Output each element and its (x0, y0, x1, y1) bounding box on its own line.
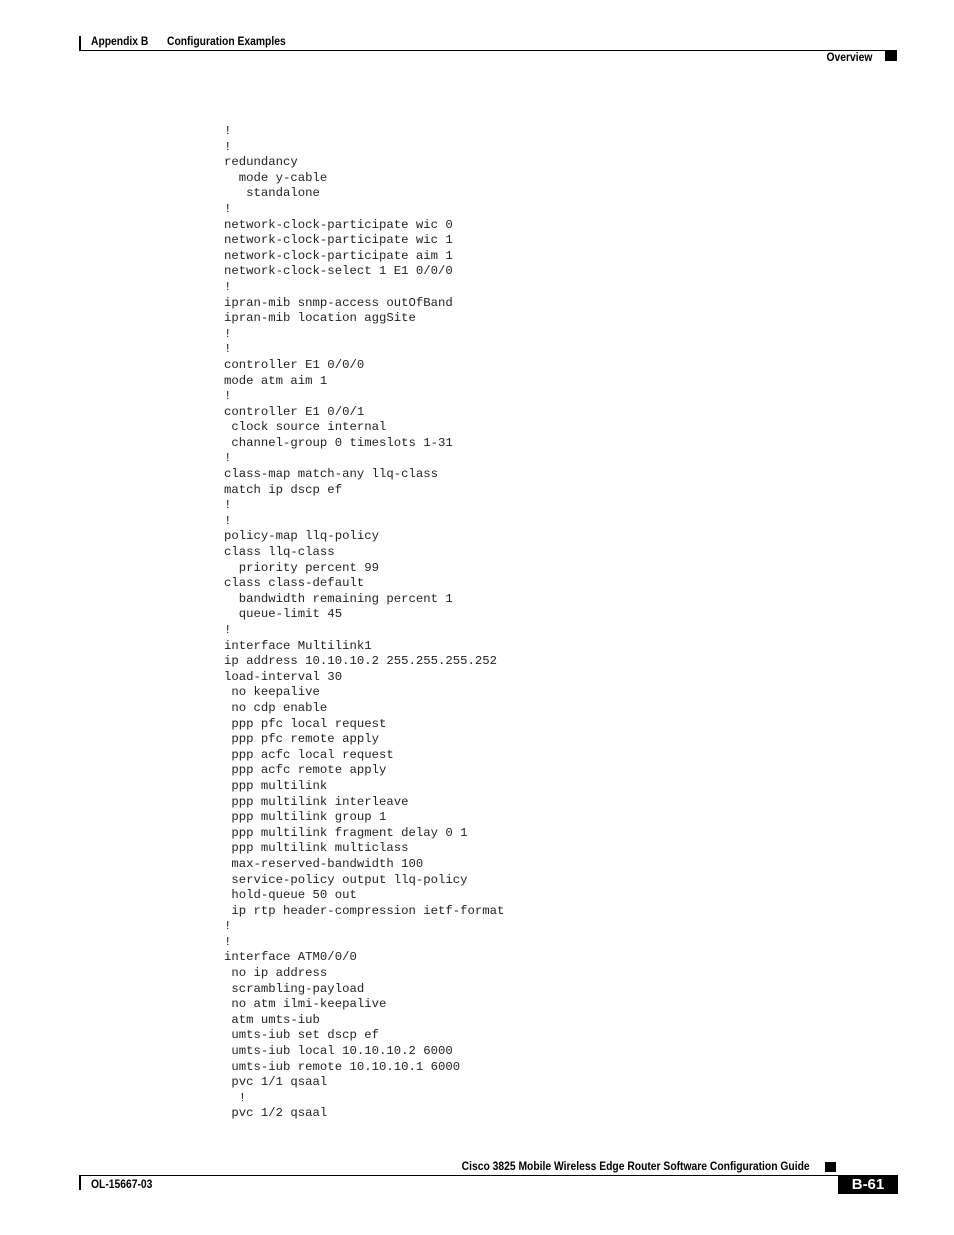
code-line: priority percent 99 (224, 560, 379, 575)
code-line: ppp acfc remote apply (224, 763, 387, 778)
code-line: scrambling-payload (224, 981, 365, 996)
code-line: interface Multilink1 (224, 638, 372, 653)
code-line: no cdp enable (224, 700, 328, 715)
code-line: ! (224, 139, 232, 154)
code-line: umts-iub remote 10.10.10.1 6000 (224, 1059, 461, 1074)
code-line: class-map match-any llq-class (224, 467, 439, 482)
code-line: queue-limit 45 (224, 607, 343, 622)
header-section-title: Overview (826, 50, 872, 64)
code-line: class class-default (224, 576, 365, 591)
code-line: ppp multilink group 1 (224, 810, 387, 825)
code-line: ppp multilink interleave (224, 794, 409, 809)
header-left-bar (79, 36, 81, 51)
code-line: network-clock-participate aim 1 (224, 248, 453, 263)
code-line: ! (224, 389, 232, 404)
footer-doc-number: OL-15667-03 (91, 1177, 153, 1191)
footer-rule (79, 1175, 897, 1176)
code-line: network-clock-participate wic 0 (224, 217, 453, 232)
code-line: ppp multilink (224, 778, 328, 793)
code-line: umts-iub set dscp ef (224, 1028, 379, 1043)
footer-square-marker (825, 1162, 836, 1172)
code-line: bandwidth remaining percent 1 (224, 591, 453, 606)
code-line: pvc 1/1 qsaal (224, 1075, 328, 1090)
header-appendix-label: Appendix B (91, 34, 149, 48)
code-line: no atm ilmi-keepalive (224, 997, 387, 1012)
code-line: ! (224, 279, 232, 294)
code-line: mode atm aim 1 (224, 373, 328, 388)
code-line: class llq-class (224, 545, 335, 560)
code-line: ! (224, 919, 232, 934)
code-line: no keepalive (224, 685, 320, 700)
code-line: ! (224, 451, 232, 466)
code-line: ppp pfc local request (224, 716, 387, 731)
code-line: interface ATM0/0/0 (224, 950, 357, 965)
code-line: load-interval 30 (224, 669, 343, 684)
code-line: clock source internal (224, 420, 387, 435)
code-line: controller E1 0/0/0 (224, 357, 365, 372)
code-line: ! (224, 623, 232, 637)
code-line: policy-map llq-policy (224, 529, 379, 544)
code-line: network-clock-select 1 E1 0/0/0 (224, 264, 453, 279)
code-line: ! (224, 342, 232, 357)
code-line: ip rtp header-compression ietf-format (224, 903, 505, 918)
header-square-marker (885, 51, 897, 61)
code-line: pvc 1/2 qsaal (224, 1106, 328, 1121)
code-line: ! (224, 934, 232, 949)
code-line: ! (224, 513, 232, 528)
code-line: ! (224, 326, 232, 341)
code-line: max-reserved-bandwidth 100 (224, 856, 424, 871)
code-line: ipran-mib snmp-access outOfBand (224, 295, 453, 310)
code-line: ipran-mib location aggSite (224, 311, 416, 326)
code-line: ! (224, 201, 232, 216)
footer-guide-title: Cisco 3825 Mobile Wireless Edge Router Software Configuration Guide (462, 1159, 810, 1173)
code-line: ! (224, 1090, 247, 1105)
code-line: match ip dscp ef (224, 482, 343, 497)
footer-page-number: B-61 (838, 1175, 898, 1194)
footer-left-bar (79, 1175, 81, 1190)
header-chapter-title: Configuration Examples (167, 34, 286, 48)
code-line: redundancy (224, 155, 298, 170)
code-line: ppp multilink fragment delay 0 1 (224, 825, 468, 840)
code-line: ppp acfc local request (224, 747, 394, 762)
code-line: network-clock-participate wic 1 (224, 233, 453, 248)
code-line: hold-queue 50 out (224, 888, 357, 903)
config-code-block (224, 124, 504, 1122)
code-line: mode y-cable (224, 170, 328, 185)
code-line: ip address 10.10.10.2 255.255.255.252 (224, 654, 498, 669)
header-rule (79, 50, 897, 51)
code-line: standalone (224, 186, 320, 201)
code-line: ! (224, 498, 232, 513)
code-line: atm umts-iub (224, 1012, 320, 1027)
code-line: controller E1 0/0/1 (224, 404, 365, 419)
code-line: service-policy output llq-policy (224, 872, 468, 887)
code-line: ! (224, 124, 232, 138)
code-line: channel-group 0 timeslots 1-31 (224, 435, 453, 450)
code-line: umts-iub local 10.10.10.2 6000 (224, 1044, 453, 1059)
code-line: ppp multilink multiclass (224, 841, 409, 856)
code-line: ppp pfc remote apply (224, 732, 379, 747)
code-line: no ip address (224, 966, 328, 981)
